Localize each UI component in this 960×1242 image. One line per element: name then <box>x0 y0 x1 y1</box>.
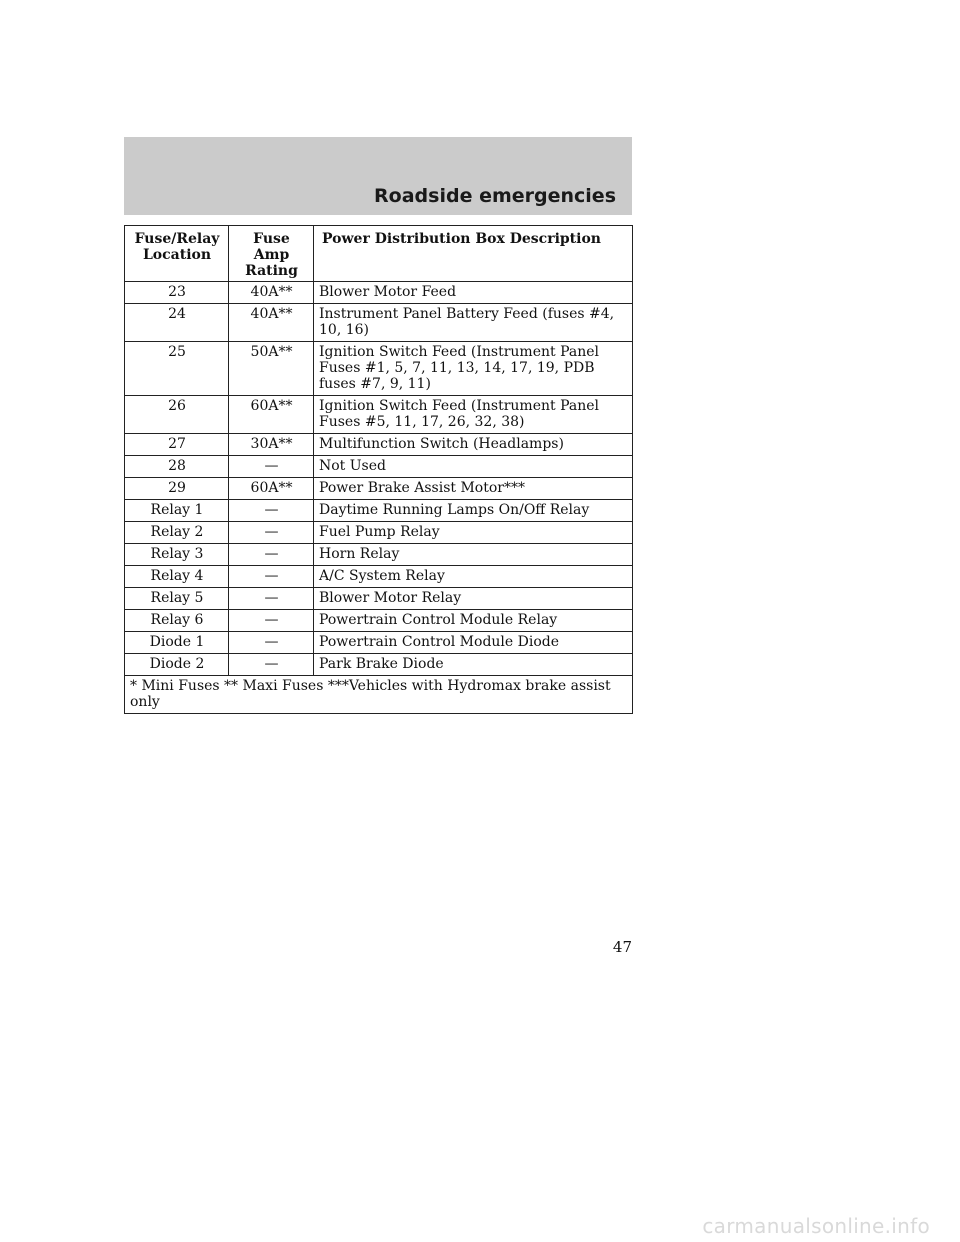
cell-rating: 40A** <box>229 304 314 342</box>
table-header-row <box>125 226 633 282</box>
cell-description: Daytime Running Lamps On/Off Relay <box>314 500 633 522</box>
cell-location: Relay 1 <box>125 500 229 522</box>
cell-rating: — <box>229 522 314 544</box>
table-row <box>125 544 633 566</box>
cell-description: A/C System Relay <box>314 566 633 588</box>
cell-description: Ignition Switch Feed (Instrument Panel Fuses #5, 11, 17, 26, 32, 38) <box>314 396 633 434</box>
section-title: Roadside emergencies <box>374 185 616 207</box>
cell-rating: 60A** <box>229 478 314 500</box>
cell-description: Not Used <box>314 456 633 478</box>
cell-description: Powertrain Control Module Relay <box>314 610 633 632</box>
page-number: 47 <box>612 938 632 956</box>
section-header-band <box>124 137 632 215</box>
cell-rating: — <box>229 632 314 654</box>
cell-description: Power Brake Assist Motor*** <box>314 478 633 500</box>
cell-location: 29 <box>125 478 229 500</box>
cell-description: Blower Motor Relay <box>314 588 633 610</box>
cell-rating: — <box>229 566 314 588</box>
footnote-row <box>125 676 633 714</box>
cell-rating: — <box>229 610 314 632</box>
table-row <box>125 566 633 588</box>
cell-rating: — <box>229 456 314 478</box>
cell-rating: — <box>229 500 314 522</box>
cell-description: Multifunction Switch (Headlamps) <box>314 434 633 456</box>
table-row <box>125 654 633 676</box>
table-row <box>125 632 633 654</box>
cell-description: Fuel Pump Relay <box>314 522 633 544</box>
cell-location: Diode 2 <box>125 654 229 676</box>
column-header-location: Fuse/Relay Location <box>125 226 229 282</box>
cell-location: 26 <box>125 396 229 434</box>
cell-location: Relay 5 <box>125 588 229 610</box>
cell-rating: — <box>229 544 314 566</box>
cell-description: Park Brake Diode <box>314 654 633 676</box>
fuse-table <box>124 225 633 714</box>
cell-location: 24 <box>125 304 229 342</box>
cell-rating: 50A** <box>229 342 314 396</box>
table-row <box>125 282 633 304</box>
cell-description: Blower Motor Feed <box>314 282 633 304</box>
cell-description: Instrument Panel Battery Feed (fuses #4, 10, 16) <box>314 304 633 342</box>
column-header-rating: Fuse Amp Rating <box>229 226 314 282</box>
cell-description: Powertrain Control Module Diode <box>314 632 633 654</box>
table-row <box>125 588 633 610</box>
cell-rating: 60A** <box>229 396 314 434</box>
column-header-description: Power Distribution Box Description <box>314 226 633 282</box>
cell-location: Relay 2 <box>125 522 229 544</box>
table-row <box>125 396 633 434</box>
cell-location: Relay 4 <box>125 566 229 588</box>
cell-location: Relay 3 <box>125 544 229 566</box>
cell-rating: 30A** <box>229 434 314 456</box>
cell-rating: — <box>229 654 314 676</box>
table-row <box>125 500 633 522</box>
cell-description: Horn Relay <box>314 544 633 566</box>
table-body <box>125 282 633 676</box>
table-row <box>125 304 633 342</box>
table-footnote: * Mini Fuses ** Maxi Fuses ***Vehicles with Hydromax brake assist only <box>125 676 633 714</box>
table-row <box>125 342 633 396</box>
table-row <box>125 522 633 544</box>
cell-location: Relay 6 <box>125 610 229 632</box>
cell-location: Diode 1 <box>125 632 229 654</box>
cell-description: Ignition Switch Feed (Instrument Panel Fuses #1, 5, 7, 11, 13, 14, 17, 19, PDB fuses #7, 9, 11) <box>314 342 633 396</box>
table-row <box>125 456 633 478</box>
table-row <box>125 434 633 456</box>
cell-location: 28 <box>125 456 229 478</box>
cell-rating: — <box>229 588 314 610</box>
cell-location: 23 <box>125 282 229 304</box>
cell-location: 25 <box>125 342 229 396</box>
cell-rating: 40A** <box>229 282 314 304</box>
table-row <box>125 478 633 500</box>
watermark: carmanualsonline.info <box>702 1214 930 1238</box>
cell-location: 27 <box>125 434 229 456</box>
table-row <box>125 610 633 632</box>
